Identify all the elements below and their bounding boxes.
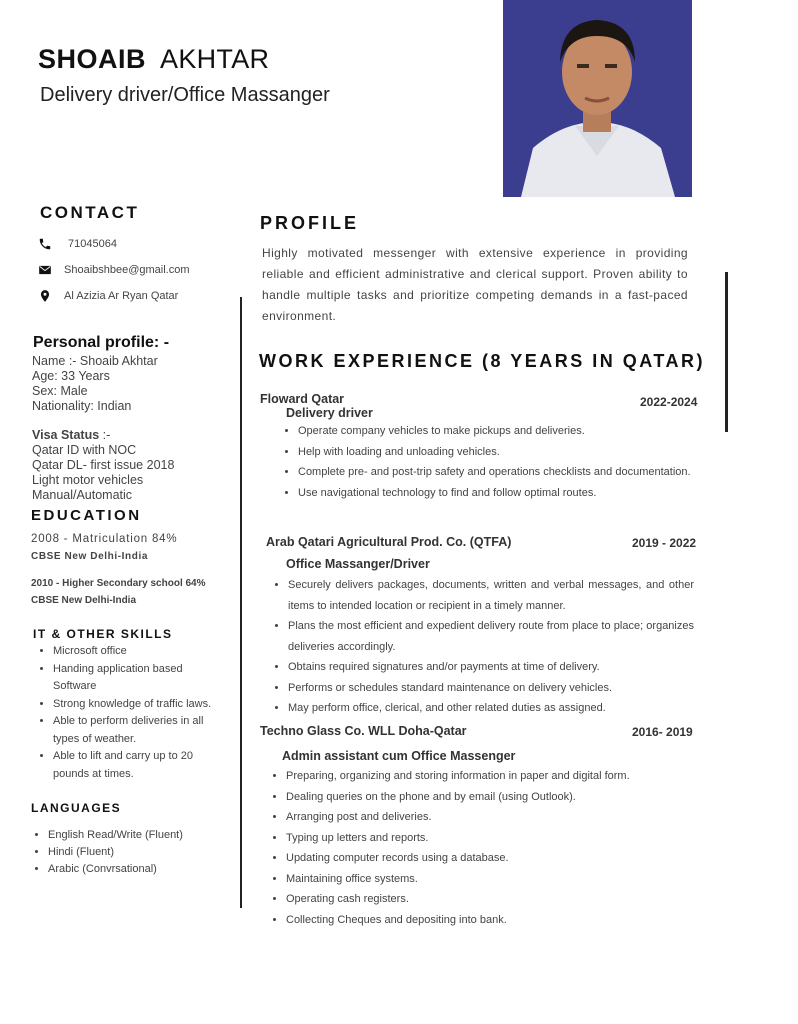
duty-item: • Operate company vehicles to make pickups and deliveries. [298, 421, 704, 442]
address-text: Al Azizia Ar Ryan Qatar [64, 290, 179, 302]
job-role: Delivery driver [286, 406, 373, 420]
contact-heading: CONTACT [40, 203, 140, 222]
skill-item: • Strong knowledge of traffic laws. [53, 696, 235, 714]
skills-list [35, 643, 235, 783]
language-item: • English Read/Write (Fluent) [48, 827, 230, 844]
duty-item: • Securely delivers packages, documents, written and verbal messages, and other items to intended location or recipient in a timely manner. [288, 575, 694, 616]
right-divider [725, 272, 728, 432]
job-dates: 2019 - 2022 [632, 536, 697, 550]
visa-line: Qatar DL- first issue 2018 [32, 458, 175, 472]
email-address: Shoaibshbee@gmail.com [64, 264, 190, 276]
job-role: Office Massanger/Driver [286, 557, 430, 571]
profile-summary: Highly motivated messenger with extensive experience in providing reliable and efficient administrative and clerical support. Proven ability to handle multiple tasks and prioritize competing demands in a fast-paced environment. [262, 246, 688, 323]
job-title: Delivery driver/Office Massanger [40, 84, 330, 106]
visa-heading [32, 428, 174, 443]
job-duties [280, 421, 704, 503]
duty-item: • Obtains required signatures and/or payments at time of delivery. [288, 657, 694, 678]
job-dates: 2022-2024 [640, 395, 698, 409]
duty-item: • Updating computer records using a database. [286, 848, 698, 869]
job-company: Arab Qatari Agricultural Prod. Co. (QTFA) [266, 535, 512, 549]
duty-item: • Performs or schedules standard maintenance on delivery vehicles. [288, 678, 694, 699]
language-item: • Arabic (Convrsational) [48, 861, 230, 878]
skill-item: • Microsoft office [53, 643, 235, 661]
duty-item: • Plans the most efficient and expedient delivery route from place to place; organizes deliveries accordingly. [288, 616, 694, 657]
personal-profile-details [32, 354, 158, 414]
duty-item: • Maintaining office systems. [286, 869, 698, 890]
education-line: 2010 - Higher Secondary school 64% [31, 578, 206, 589]
duty-item: • Dealing queries on the phone and by email (using Outlook). [286, 787, 698, 808]
languages-list [30, 827, 230, 878]
last-name: AKHTAR [160, 44, 270, 74]
work-experience-heading: WORK EXPERIENCE (8 YEARS IN QATAR) [259, 351, 706, 371]
visa-line: Qatar ID with NOC [32, 443, 137, 457]
duty-item: • Typing up letters and reports. [286, 828, 698, 849]
phone-number: 71045064 [68, 238, 117, 250]
duty-item: • Complete pre- and post-trip safety and operations checklists and documentation. [298, 462, 704, 483]
job-role: Admin assistant cum Office Massenger [282, 749, 516, 763]
language-item: • Hindi (Fluent) [48, 844, 230, 861]
education-institution: CBSE New Delhi-India [31, 595, 137, 606]
duty-item: • May perform office, clerical, and other related duties as assigned. [288, 698, 694, 719]
personal-sex: Sex: Male [32, 384, 88, 398]
education-line: 2008 - Matriculation 84% [31, 533, 178, 545]
visa-label: Visa Status [32, 428, 100, 442]
education-institution: CBSE New Delhi-India [31, 551, 149, 562]
personal-profile-heading: Personal profile: - [33, 334, 170, 351]
contact-email [38, 263, 190, 277]
portrait-illustration [503, 0, 692, 197]
job-duties [270, 575, 694, 719]
education-item [31, 575, 206, 609]
visa-status [32, 428, 174, 503]
duty-item: • Operating cash registers. [286, 889, 698, 910]
skill-item: • Handing application based Software [53, 661, 193, 696]
personal-name: Name :- Shoaib Akhtar [32, 354, 158, 368]
mail-icon [38, 263, 52, 277]
job-dates: 2016- 2019 [632, 725, 693, 739]
languages-heading: LANGUAGES [31, 801, 122, 815]
skills-heading: IT & OTHER SKILLS [33, 627, 173, 641]
skill-item: • Able to perform deliveries in all types of weather. [53, 713, 223, 748]
visa-line: Light motor vehicles [32, 473, 144, 487]
job-company: Floward Qatar [260, 392, 345, 406]
job-company: Techno Glass Co. WLL Doha-Qatar [260, 724, 467, 738]
contact-address [38, 289, 178, 303]
profile-photo [503, 0, 692, 197]
duty-item: • Collecting Cheques and depositing into bank. [286, 910, 698, 931]
education-heading: EDUCATION [31, 507, 142, 524]
duty-item: • Arranging post and deliveries. [286, 807, 698, 828]
first-name: SHOAIB [38, 44, 147, 74]
personal-nationality: Nationality: Indian [32, 399, 132, 413]
visa-suffix: :- [99, 428, 111, 442]
left-divider [240, 297, 242, 908]
skill-item: • Able to lift and carry up to 20 pounds at times. [53, 748, 218, 783]
visa-line: Manual/Automatic [32, 488, 133, 502]
location-pin-icon [38, 289, 52, 303]
contact-phone [38, 237, 117, 251]
education-item [31, 531, 177, 565]
duty-item: • Use navigational technology to find and follow optimal routes. [298, 483, 704, 504]
duty-item: • Help with loading and unloading vehicles. [298, 442, 704, 463]
candidate-name [38, 44, 269, 75]
phone-icon [38, 237, 52, 251]
job-duties [268, 766, 698, 930]
profile-heading: PROFILE [260, 213, 360, 233]
personal-age: Age: 33 Years [32, 369, 110, 383]
duty-item: • Preparing, organizing and storing information in paper and digital form. [286, 766, 698, 787]
